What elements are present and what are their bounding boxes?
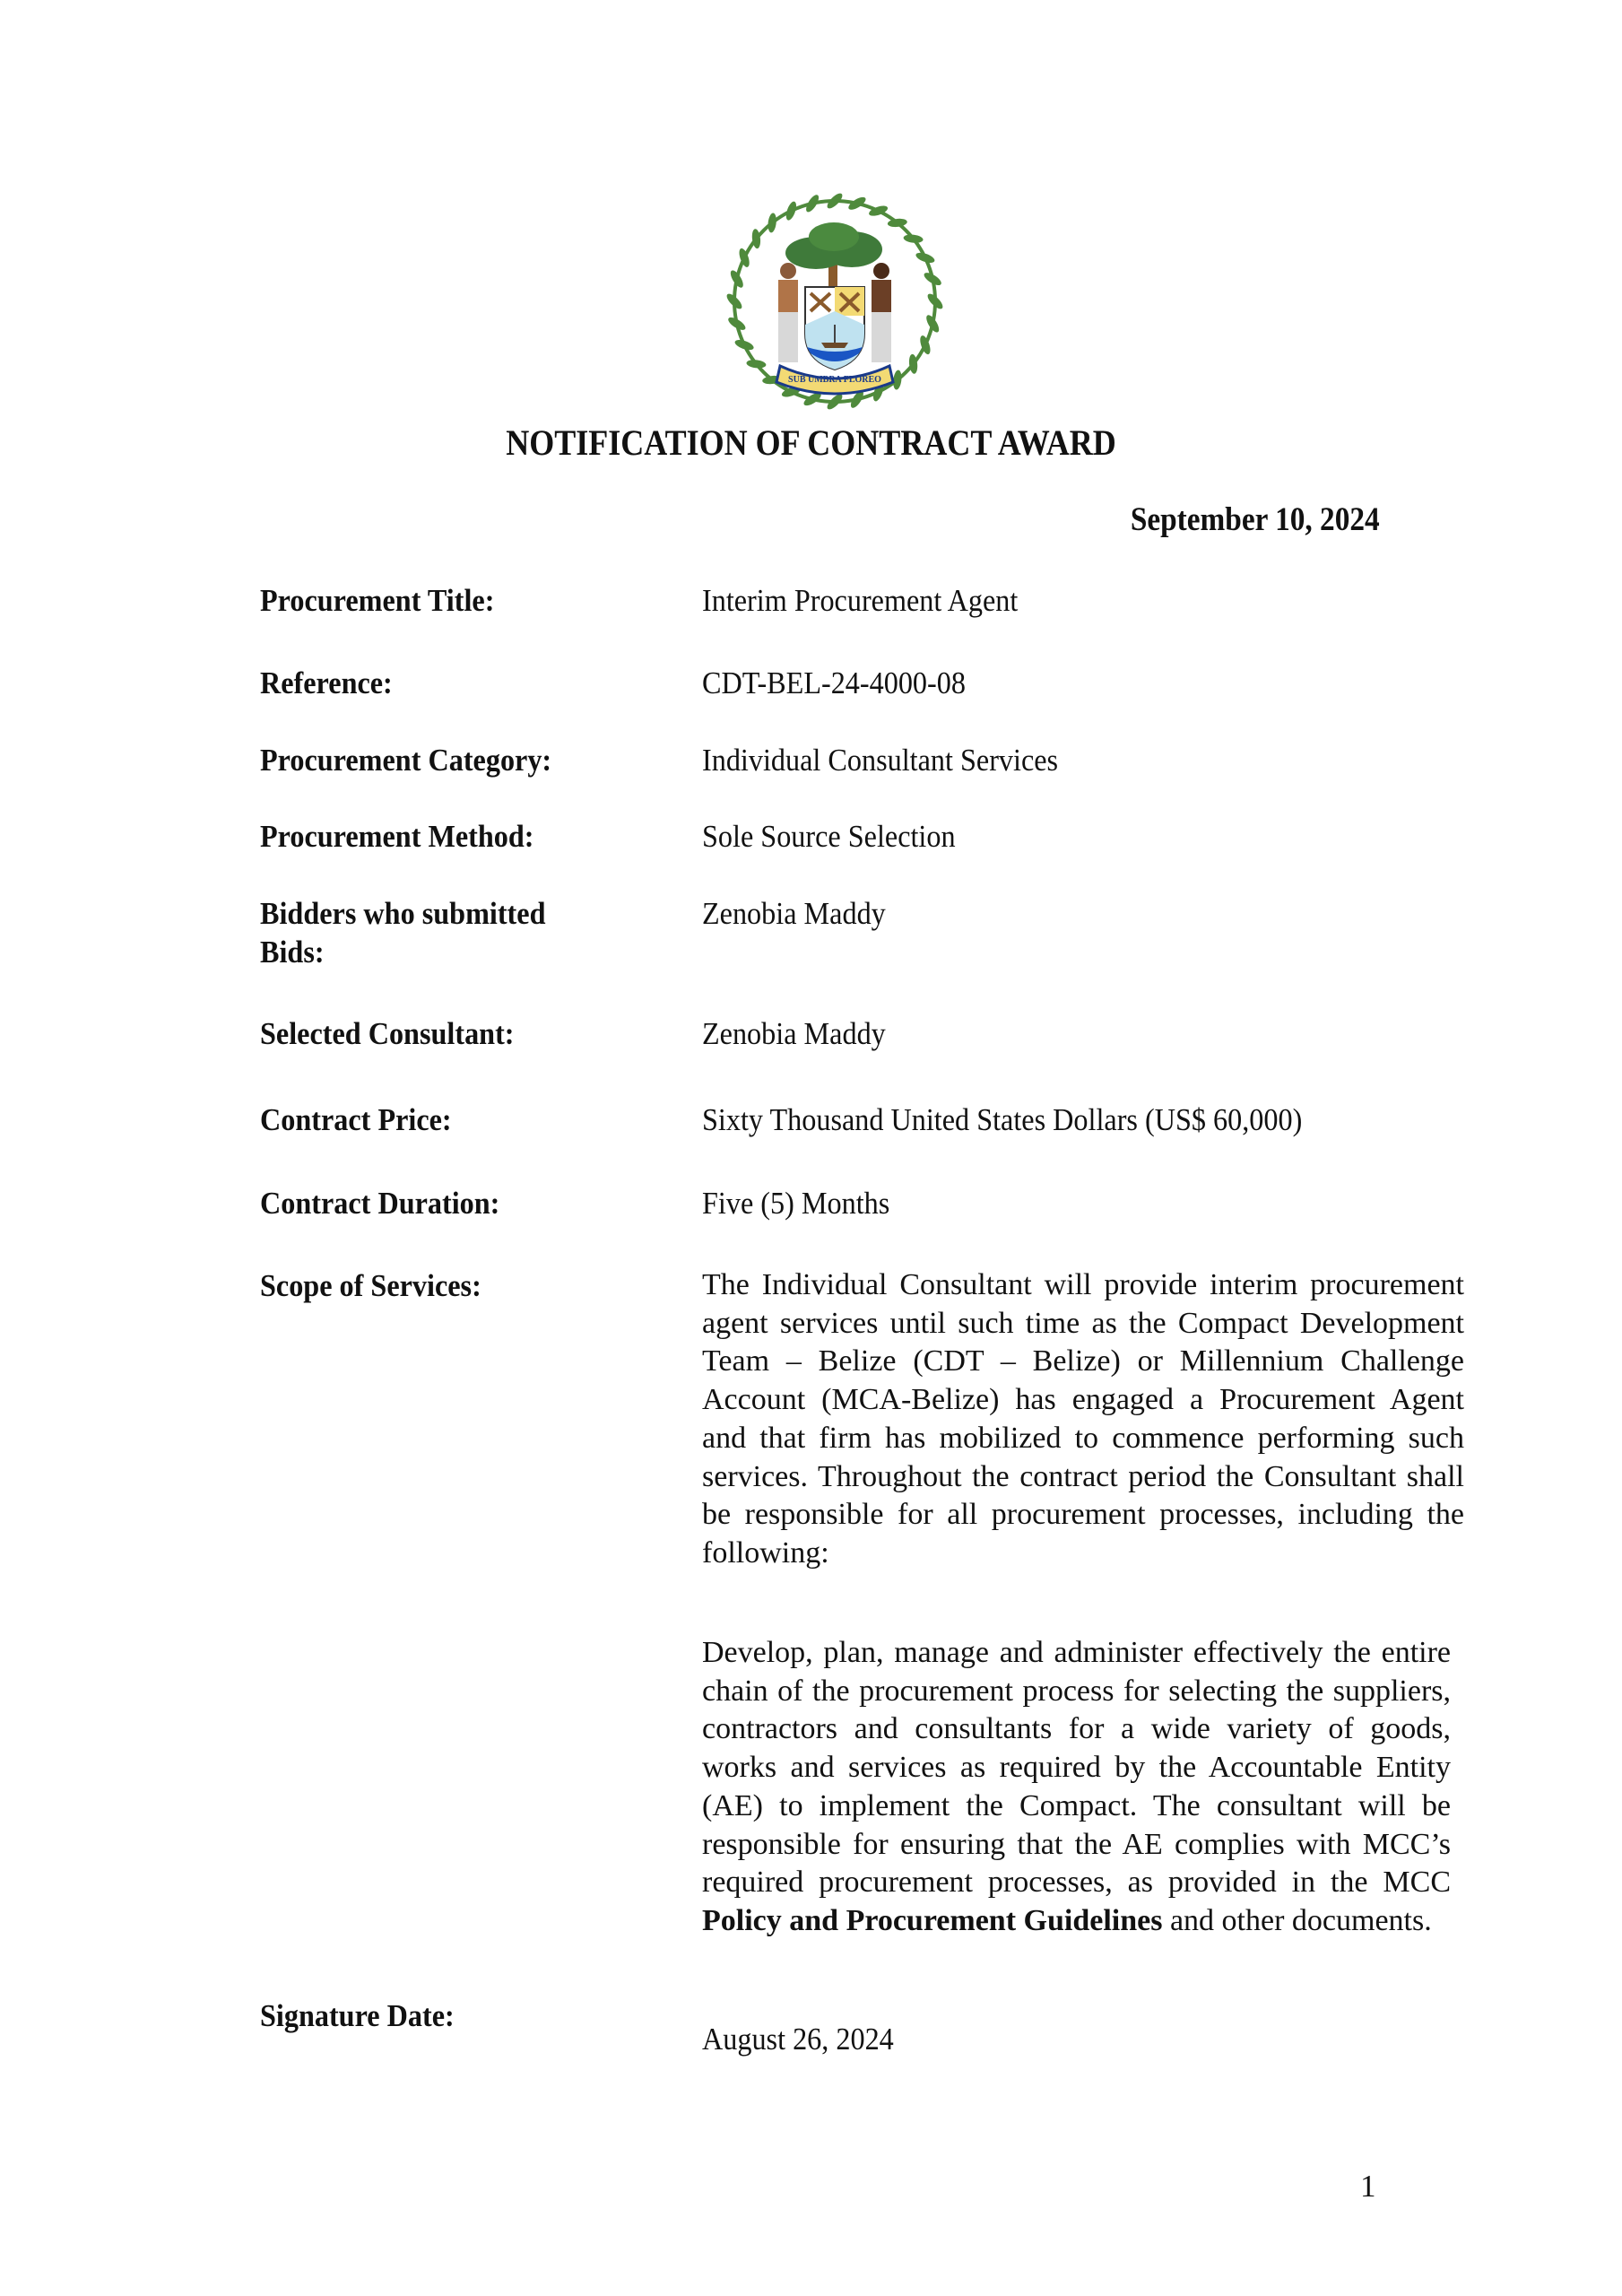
- field-value-contract-price: Sixty Thousand United States Dollars (US$ 60,000): [702, 1102, 1303, 1137]
- document-title: NOTIFICATION OF CONTRACT AWARD: [506, 422, 1116, 463]
- scope-paragraph-2-start: Develop, plan, manage and administer effectively the entire chain of the procurement process for selecting the suppliers, contractors and consultants for a wide variety of goods, works and services as required by the Accountable Entity (AE) to implement the Compact. The consultant will be responsible for ensuring that the AE complies with MCC’s required procurement processes, as provided in the MCC: [702, 1636, 1451, 1900]
- field-value-reference: CDT-BEL-24-4000-08: [702, 665, 966, 700]
- laurel-leaf: [915, 251, 936, 265]
- field-label-procurement-method: Procurement Method:: [260, 819, 534, 854]
- field-label-scope-of-services: Scope of Services:: [260, 1268, 481, 1303]
- field-label-bidders: Bidders who submitted Bids:: [260, 896, 546, 970]
- field-value-procurement-title: Interim Procurement Agent: [702, 583, 1019, 618]
- field-value-procurement-category: Individual Consultant Services: [702, 743, 1059, 778]
- field-label-procurement-category: Procurement Category:: [260, 743, 552, 778]
- laurel-leaf: [746, 359, 767, 369]
- field-value-signature-date: August 26, 2024: [702, 2022, 894, 2057]
- field-label-contract-duration: Contract Duration:: [260, 1186, 500, 1221]
- page-number: 1: [1360, 2169, 1376, 2204]
- field-label-reference: Reference:: [260, 665, 393, 700]
- field-value-procurement-method: Sole Source Selection: [702, 819, 956, 854]
- field-value-bidders: Zenobia Maddy: [702, 896, 886, 931]
- laurel-leaf: [733, 338, 755, 352]
- svg-text:SUB UMBRA FLOREO: SUB UMBRA FLOREO: [788, 375, 881, 385]
- laurel-leaf: [767, 213, 776, 233]
- laurel-leaf: [785, 200, 799, 222]
- field-value-contract-duration: Five (5) Months: [702, 1186, 890, 1221]
- field-label-selected-consultant: Selected Consultant:: [260, 1016, 515, 1051]
- laurel-leaf: [903, 233, 924, 243]
- scope-paragraph-2-end: and other documents.: [1162, 1903, 1432, 1937]
- shield-icon: [805, 287, 864, 370]
- scope-paragraph-1: The Individual Consultant will provide interim procurement agent services until such time as the Compact Development Team – Belize (CDT – Belize) or Millennium Challenge Account (MCA-Belize) has engaged a Procurement Agent and that firm has mobilized to commence performing such services. Throughout the contract period the Consultant shall be responsible for all procurement processes, including the following:: [702, 1268, 1464, 1570]
- field-label-signature-date: Signature Date:: [260, 1998, 455, 2033]
- scope-paragraph-2: [702, 1634, 1451, 1941]
- field-value-selected-consultant: Zenobia Maddy: [702, 1016, 886, 1051]
- field-label-procurement-title: Procurement Title:: [260, 583, 495, 618]
- notification-date: September 10, 2024: [1131, 501, 1380, 538]
- field-label-contract-price: Contract Price:: [260, 1102, 452, 1137]
- coat-of-arms-emblem: [717, 190, 952, 416]
- policy-guidelines-bold: Policy and Procurement Guidelines: [702, 1903, 1163, 1937]
